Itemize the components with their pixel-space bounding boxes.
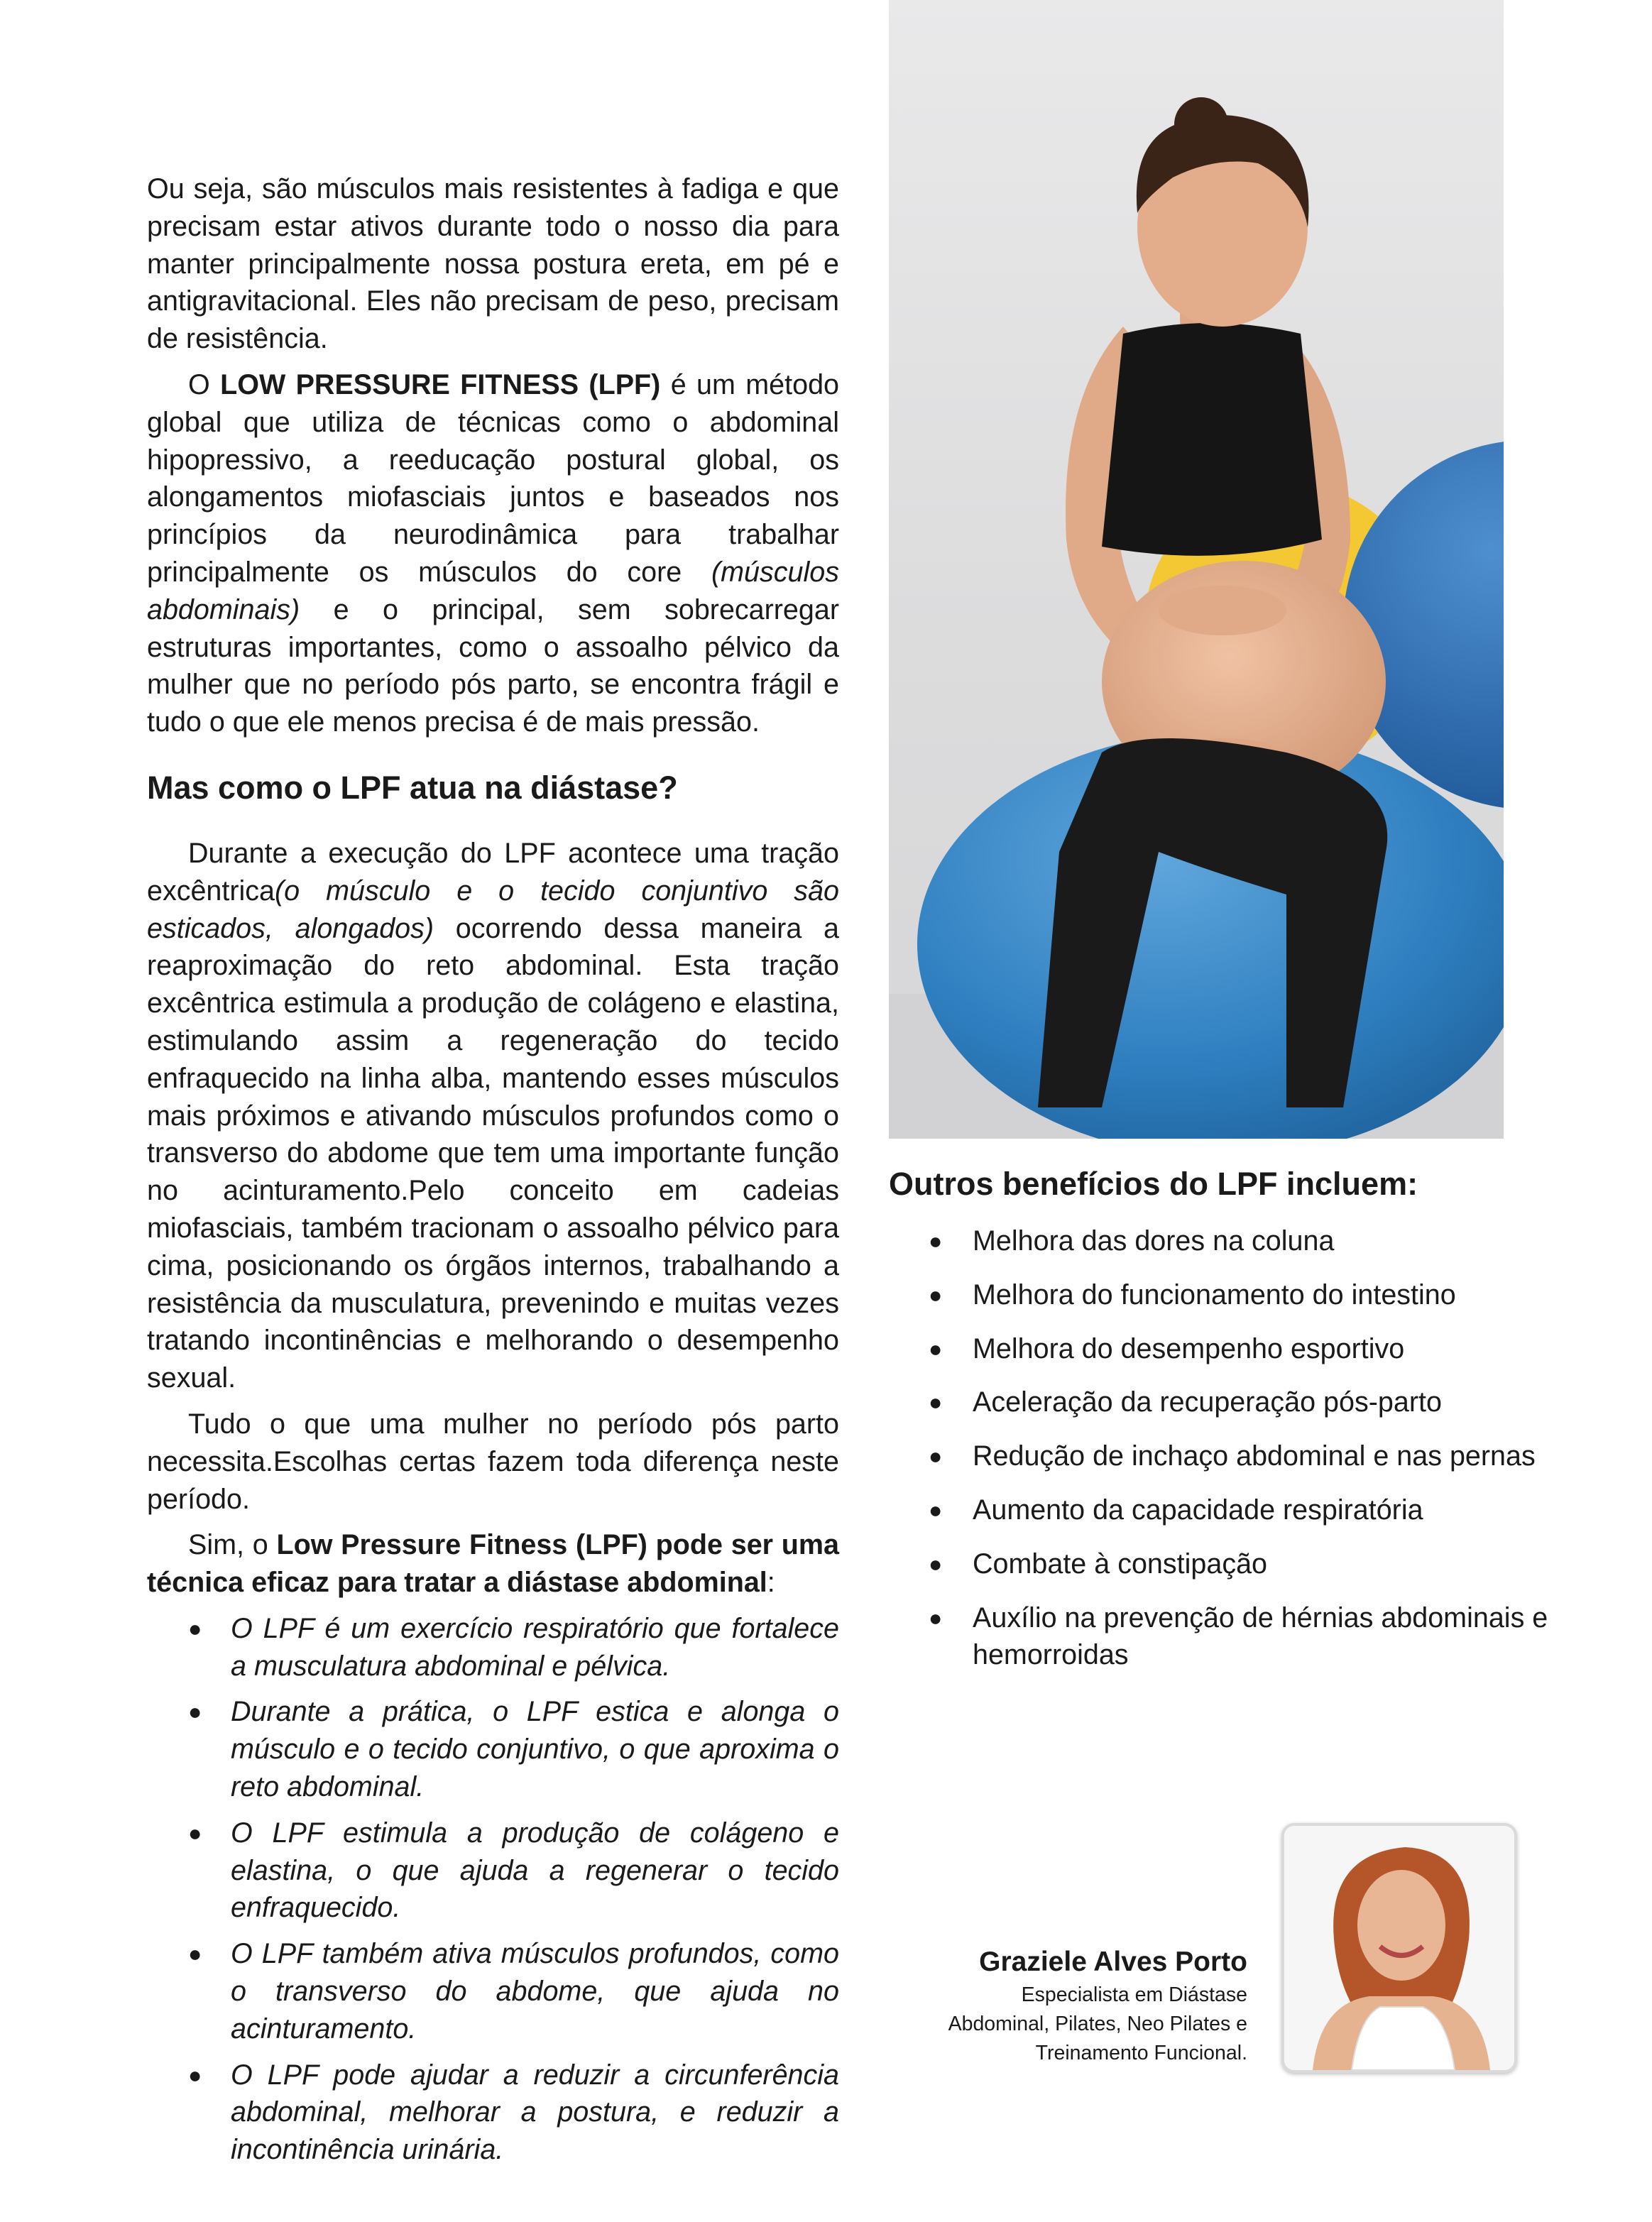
author-title-line: Especialista em Diástase — [1021, 1983, 1247, 2006]
benefits-section — [889, 1164, 1556, 1690]
paragraph-postpartum-needs: Tudo o que uma mulher no período pós parto necessita.Escolhas certas fazem toda diferença neste período. — [147, 1408, 839, 1515]
lpf-name-strong: LOW PRESSURE FITNESS (LPF) — [220, 368, 661, 400]
author-portrait — [1284, 1826, 1514, 2070]
bullet-icon: ● — [929, 1228, 943, 1254]
abdominal-muscles-note: (músculos abdominais) — [147, 556, 839, 625]
author-name: Graziele Alves Porto — [979, 1947, 1247, 1977]
paragraph-lpf-definition: O LOW PRESSURE FITNESS (LPF) é um método global que utiliza de técnicas como o abdominal hipopressivo, a reeducação postural global, os alongamentos miofasciais juntos e baseados nos princípios da neurodinâmica para trabalhar principalmente os músculos do core (músculos abdominais) e o principal, sem sobrecarregar estruturas importantes, como o assoalho pélvico da mulher que no período pós parto, se encontra frágil e tudo o que ele menos precisa é de mais pressão. — [147, 368, 839, 738]
list-item: ● O LPF pode ajudar a reduzir a circunferência abdominal, melhorar a postura, e reduzir a incontinência urinária. — [147, 2057, 839, 2169]
list-item: ● Aceleração da recuperação pós-parto — [889, 1384, 1556, 1421]
paragraph-lpf-effective: Sim, o Low Pressure Fitness (LPF) pode ser uma técnica eficaz para tratar a diástase abdominal: — [147, 1529, 839, 1599]
author-title-line: Treinamento Funcional. — [1035, 2042, 1247, 2064]
bullet-icon: ● — [929, 1281, 943, 1308]
author-block — [892, 1944, 1247, 2068]
bullet-icon: ● — [929, 1604, 943, 1631]
photo-illustration — [889, 0, 1504, 1139]
author-title-line: Abdominal, Pilates, Neo Pilates e — [948, 2013, 1247, 2035]
bullet-icon: ● — [929, 1389, 943, 1416]
lpf-points-list — [147, 1610, 839, 2169]
list-item: ● O LPF é um exercício respiratório que fortalece a musculatura abdominal e pélvica. — [147, 1610, 839, 1685]
eccentric-traction-note: (o músculo e o tecido conjuntivo são esticados, alongados) — [147, 875, 839, 944]
bullet-icon: ● — [188, 1615, 202, 1641]
section-heading-lpf-diastase: Mas como o LPF atua na diástase? — [147, 769, 678, 806]
bullet-icon: ● — [188, 1699, 202, 1725]
article-left-column — [147, 170, 839, 2177]
bullet-icon: ● — [929, 1496, 943, 1523]
list-item: ● Auxílio na prevenção de hérnias abdominais e hemorroidas — [889, 1599, 1556, 1675]
bullet-icon: ● — [188, 2062, 202, 2088]
list-item: ● Aumento da capacidade respiratória — [889, 1492, 1556, 1529]
pregnant-woman-on-ball-photo — [889, 0, 1504, 1139]
list-item: ● O LPF também ativa músculos profundos, como o transverso do abdome, que ajuda no acinturamento. — [147, 1935, 839, 2047]
black-sports-top — [1102, 323, 1322, 556]
paragraph-lpf-execution: Durante a execução do LPF acontece uma tração excêntrica(o músculo e o tecido conjuntivo são esticados, alongados) ocorrendo dessa maneira a reaproximação do reto abdominal. Esta tração excêntrica estimula a produção de colágeno e elastina, estimulando assim a regeneração do tecido enfraquecido na linha alba, mantendo esses músculos mais próximos e ativando músculos profundos como o transverso do abdome que tem uma importante função no acinturamento.Pelo conceito em cadeias miofasciais, também tracionam o assoalho pélvico para cima, posicionando os órgãos internos, trabalhando a resistência da musculatura, prevenindo e muitas vezes tratando incontinências e melhorando o desempenho sexual. — [147, 837, 840, 1394]
bullet-icon: ● — [929, 1335, 943, 1362]
list-item: ● Melhora do funcionamento do intestino — [889, 1276, 1556, 1314]
bullet-icon: ● — [188, 1941, 202, 1967]
list-item: ● Durante a prática, o LPF estica e alonga o músculo e o tecido conjuntivo, o que aproxima o reto abdominal. — [147, 1693, 839, 1805]
bullet-icon: ● — [929, 1550, 943, 1577]
benefits-list — [889, 1222, 1556, 1674]
list-item: ● Redução de inchaço abdominal e nas pernas — [889, 1438, 1556, 1475]
list-item: ● O LPF estimula a produção de colágeno e elastina, o que ajuda a regenerar o tecido enfraquecido. — [147, 1815, 839, 1927]
bullet-icon: ● — [188, 1819, 202, 1846]
bullet-icon: ● — [929, 1443, 943, 1470]
paragraph-muscles-resistance: Ou seja, são músculos mais resistentes à fadiga e que precisam estar ativos durante todo o nosso dia para manter principalmente nossa postura ereta, em pé e antigravitacional. Eles não precisam de peso, precisam de resistência. — [147, 173, 839, 355]
list-item: ● Combate à constipação — [889, 1545, 1556, 1583]
author-photo — [1281, 1823, 1517, 2073]
benefits-heading: Outros benefícios do LPF incluem: — [889, 1166, 1418, 1202]
list-item: ● Melhora das dores na coluna — [889, 1222, 1556, 1260]
lpf-effective-strong: Low Pressure Fitness (LPF) pode ser uma técnica eficaz para tratar a diástase abdominal — [147, 1529, 839, 1599]
list-item: ● Melhora do desempenho esportivo — [889, 1330, 1556, 1368]
